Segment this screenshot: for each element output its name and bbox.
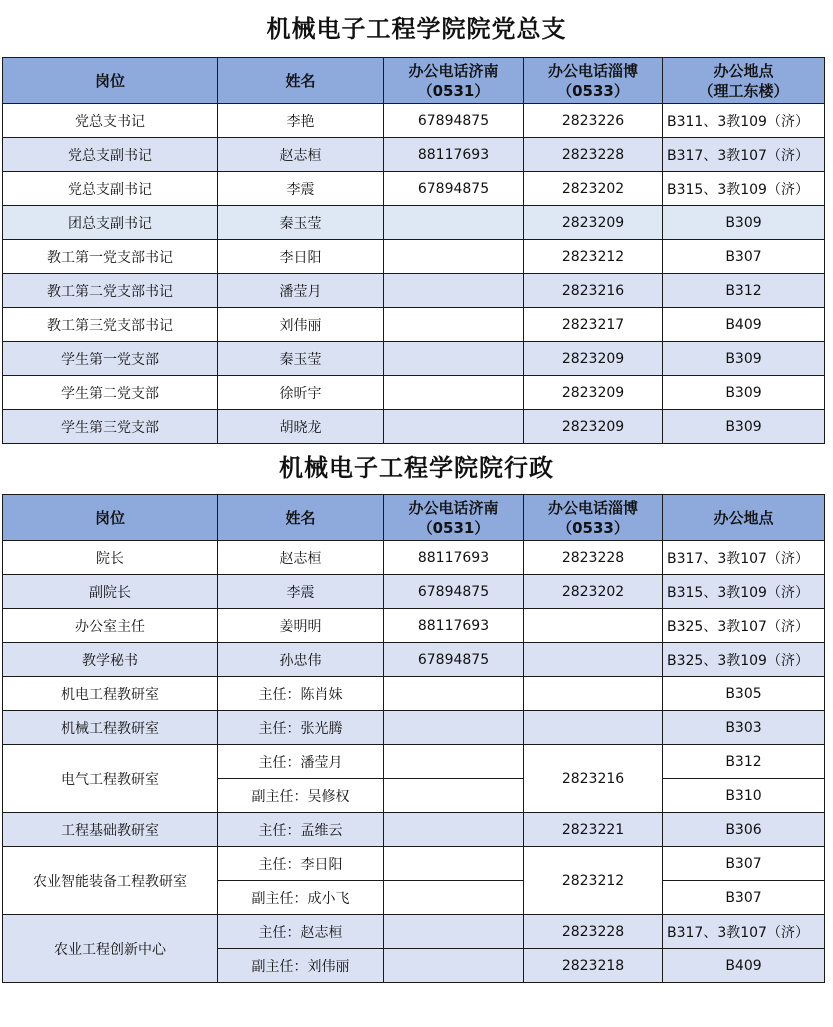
cell-phone-jinan bbox=[384, 677, 524, 711]
cell-location: B309 bbox=[663, 342, 825, 376]
header-post: 岗位 bbox=[3, 58, 218, 104]
header-phone-jinan-code: （0531） bbox=[417, 518, 490, 537]
cell-phone-zibo: 2823217 bbox=[524, 308, 663, 342]
header-phone-zibo-code: （0533） bbox=[557, 518, 629, 537]
cell-phone-jinan bbox=[384, 881, 524, 915]
table-header-row bbox=[3, 495, 825, 541]
cell-phone-jinan bbox=[384, 274, 524, 308]
cell-post: 学生第三党支部 bbox=[3, 410, 218, 444]
cell-phone-zibo: 2823228 bbox=[524, 915, 663, 949]
cell-post: 团总支副书记 bbox=[3, 206, 218, 240]
table-row bbox=[3, 677, 825, 711]
cell-name: 孙忠伟 bbox=[218, 643, 384, 677]
cell-post: 院长 bbox=[3, 541, 218, 575]
cell-location: B306 bbox=[663, 813, 825, 847]
cell-post: 党总支书记 bbox=[3, 104, 218, 138]
cell-phone-jinan bbox=[384, 240, 524, 274]
cell-location: B312 bbox=[663, 745, 825, 779]
cell-phone-zibo bbox=[524, 677, 663, 711]
cell-name: 副主任：吴修权 bbox=[218, 779, 384, 813]
table-row bbox=[3, 541, 825, 575]
cell-phone-zibo: 2823209 bbox=[524, 376, 663, 410]
table-row bbox=[3, 711, 825, 745]
cell-phone-jinan bbox=[384, 342, 524, 376]
table-row bbox=[3, 847, 825, 881]
cell-name: 主任：赵志桓 bbox=[218, 915, 384, 949]
cell-phone-zibo: 2823216 bbox=[524, 745, 663, 813]
cell-name: 赵志桓 bbox=[218, 138, 384, 172]
cell-name: 主任：陈肖妹 bbox=[218, 677, 384, 711]
cell-phone-jinan bbox=[384, 847, 524, 881]
table-row bbox=[3, 240, 825, 274]
header-phone-jinan-label: 办公电话济南 bbox=[408, 61, 499, 80]
cell-name: 副主任：刘伟丽 bbox=[218, 949, 384, 983]
cell-post: 学生第一党支部 bbox=[3, 342, 218, 376]
cell-name: 主任：潘莹月 bbox=[218, 745, 384, 779]
cell-post: 教工第二党支部书记 bbox=[3, 274, 218, 308]
table-row bbox=[3, 643, 825, 677]
cell-phone-jinan bbox=[384, 915, 524, 949]
header-phone-jinan bbox=[384, 495, 524, 541]
header-phone-zibo bbox=[524, 495, 663, 541]
cell-phone-zibo: 2823212 bbox=[524, 240, 663, 274]
cell-name: 赵志桓 bbox=[218, 541, 384, 575]
cell-phone-zibo: 2823216 bbox=[524, 274, 663, 308]
cell-post: 党总支副书记 bbox=[3, 172, 218, 206]
table-row bbox=[3, 206, 825, 240]
cell-phone-zibo bbox=[524, 609, 663, 643]
cell-location: B315、3教109（济） bbox=[663, 575, 825, 609]
cell-location: B309 bbox=[663, 376, 825, 410]
cell-phone-jinan: 67894875 bbox=[384, 172, 524, 206]
cell-phone-zibo: 2823202 bbox=[524, 575, 663, 609]
table-row bbox=[3, 813, 825, 847]
cell-phone-jinan bbox=[384, 745, 524, 779]
table-row bbox=[3, 376, 825, 410]
table-row bbox=[3, 308, 825, 342]
cell-phone-jinan bbox=[384, 308, 524, 342]
cell-post: 副院长 bbox=[3, 575, 218, 609]
header-post: 岗位 bbox=[3, 495, 218, 541]
cell-post: 教工第三党支部书记 bbox=[3, 308, 218, 342]
cell-phone-jinan: 88117693 bbox=[384, 609, 524, 643]
cell-location: B305 bbox=[663, 677, 825, 711]
cell-location: B307 bbox=[663, 847, 825, 881]
section1-title: 机械电子工程学院院党总支 bbox=[266, 15, 567, 43]
cell-location: B303 bbox=[663, 711, 825, 745]
cell-location: B317、3教107（济） bbox=[663, 915, 825, 949]
cell-phone-zibo: 2823209 bbox=[524, 410, 663, 444]
cell-location: B309 bbox=[663, 206, 825, 240]
table-row bbox=[3, 274, 825, 308]
header-location: 办公地点 bbox=[663, 495, 825, 541]
cell-location: B317、3教107（济） bbox=[663, 138, 825, 172]
cell-name: 李震 bbox=[218, 172, 384, 206]
cell-post: 学生第二党支部 bbox=[3, 376, 218, 410]
cell-phone-jinan: 88117693 bbox=[384, 541, 524, 575]
cell-name: 姜明明 bbox=[218, 609, 384, 643]
cell-location: B307 bbox=[663, 240, 825, 274]
section2-title: 机械电子工程学院院行政 bbox=[279, 454, 554, 482]
header-phone-zibo bbox=[524, 58, 663, 104]
cell-phone-zibo: 2823221 bbox=[524, 813, 663, 847]
cell-location: B310 bbox=[663, 779, 825, 813]
table-row bbox=[3, 138, 825, 172]
cell-phone-jinan bbox=[384, 711, 524, 745]
cell-post: 教学秘书 bbox=[3, 643, 218, 677]
cell-post: 农业工程创新中心 bbox=[3, 915, 218, 983]
cell-location: B409 bbox=[663, 949, 825, 983]
cell-phone-zibo: 2823226 bbox=[524, 104, 663, 138]
cell-post: 农业智能装备工程教研室 bbox=[3, 847, 218, 915]
cell-name: 秦玉莹 bbox=[218, 206, 384, 240]
header-location-sub: （理工东楼） bbox=[698, 81, 789, 100]
header-name: 姓名 bbox=[218, 495, 384, 541]
cell-phone-jinan: 88117693 bbox=[384, 138, 524, 172]
cell-post: 办公室主任 bbox=[3, 609, 218, 643]
cell-name: 主任：张光腾 bbox=[218, 711, 384, 745]
cell-location: B325、3教107（济） bbox=[663, 609, 825, 643]
cell-phone-jinan bbox=[384, 949, 524, 983]
cell-phone-jinan bbox=[384, 779, 524, 813]
cell-location: B325、3教109（济） bbox=[663, 643, 825, 677]
cell-post: 机电工程教研室 bbox=[3, 677, 218, 711]
cell-post: 党总支副书记 bbox=[3, 138, 218, 172]
cell-name: 李日阳 bbox=[218, 240, 384, 274]
table-row bbox=[3, 104, 825, 138]
cell-location: B307 bbox=[663, 881, 825, 915]
header-phone-zibo-label: 办公电话淄博 bbox=[547, 61, 638, 80]
table-header-row bbox=[3, 58, 825, 104]
cell-phone-jinan bbox=[384, 813, 524, 847]
header-location bbox=[663, 58, 825, 104]
cell-name: 徐昕宇 bbox=[218, 376, 384, 410]
table-row bbox=[3, 172, 825, 206]
cell-phone-zibo: 2823209 bbox=[524, 342, 663, 376]
table-row bbox=[3, 575, 825, 609]
table-row bbox=[3, 745, 825, 779]
cell-phone-zibo: 2823212 bbox=[524, 847, 663, 915]
cell-name: 李艳 bbox=[218, 104, 384, 138]
cell-location: B309 bbox=[663, 410, 825, 444]
header-phone-zibo-code: （0533） bbox=[557, 81, 629, 100]
administration-table bbox=[2, 494, 825, 983]
cell-post: 机械工程教研室 bbox=[3, 711, 218, 745]
header-location-label: 办公地点 bbox=[713, 61, 774, 80]
header-phone-jinan bbox=[384, 58, 524, 104]
cell-phone-jinan: 67894875 bbox=[384, 575, 524, 609]
header-phone-zibo-label: 办公电话淄博 bbox=[547, 498, 638, 517]
cell-name: 主任：李日阳 bbox=[218, 847, 384, 881]
party-committee-table bbox=[2, 57, 825, 444]
cell-name: 刘伟丽 bbox=[218, 308, 384, 342]
cell-phone-jinan bbox=[384, 376, 524, 410]
cell-name: 李震 bbox=[218, 575, 384, 609]
table-row bbox=[3, 915, 825, 949]
cell-location: B315、3教109（济） bbox=[663, 172, 825, 206]
cell-post: 教工第一党支部书记 bbox=[3, 240, 218, 274]
cell-location: B311、3教109（济） bbox=[663, 104, 825, 138]
cell-phone-zibo: 2823202 bbox=[524, 172, 663, 206]
cell-phone-jinan bbox=[384, 206, 524, 240]
cell-phone-zibo bbox=[524, 643, 663, 677]
header-phone-jinan-code: （0531） bbox=[417, 81, 490, 100]
cell-phone-zibo: 2823218 bbox=[524, 949, 663, 983]
table-row bbox=[3, 410, 825, 444]
cell-phone-zibo: 2823228 bbox=[524, 138, 663, 172]
cell-phone-zibo bbox=[524, 711, 663, 745]
cell-phone-zibo: 2823209 bbox=[524, 206, 663, 240]
table-row bbox=[3, 609, 825, 643]
table-row bbox=[3, 342, 825, 376]
cell-post: 电气工程教研室 bbox=[3, 745, 218, 813]
cell-location: B409 bbox=[663, 308, 825, 342]
cell-phone-jinan bbox=[384, 410, 524, 444]
cell-post: 工程基础教研室 bbox=[3, 813, 218, 847]
cell-name: 主任：孟维云 bbox=[218, 813, 384, 847]
cell-name: 胡晓龙 bbox=[218, 410, 384, 444]
cell-location: B312 bbox=[663, 274, 825, 308]
cell-location: B317、3教107（济） bbox=[663, 541, 825, 575]
cell-name: 秦玉莹 bbox=[218, 342, 384, 376]
cell-phone-zibo: 2823228 bbox=[524, 541, 663, 575]
header-name: 姓名 bbox=[218, 58, 384, 104]
cell-name: 潘莹月 bbox=[218, 274, 384, 308]
cell-phone-jinan: 67894875 bbox=[384, 104, 524, 138]
header-phone-jinan-label: 办公电话济南 bbox=[408, 498, 499, 517]
cell-phone-jinan: 67894875 bbox=[384, 643, 524, 677]
cell-name: 副主任：成小飞 bbox=[218, 881, 384, 915]
